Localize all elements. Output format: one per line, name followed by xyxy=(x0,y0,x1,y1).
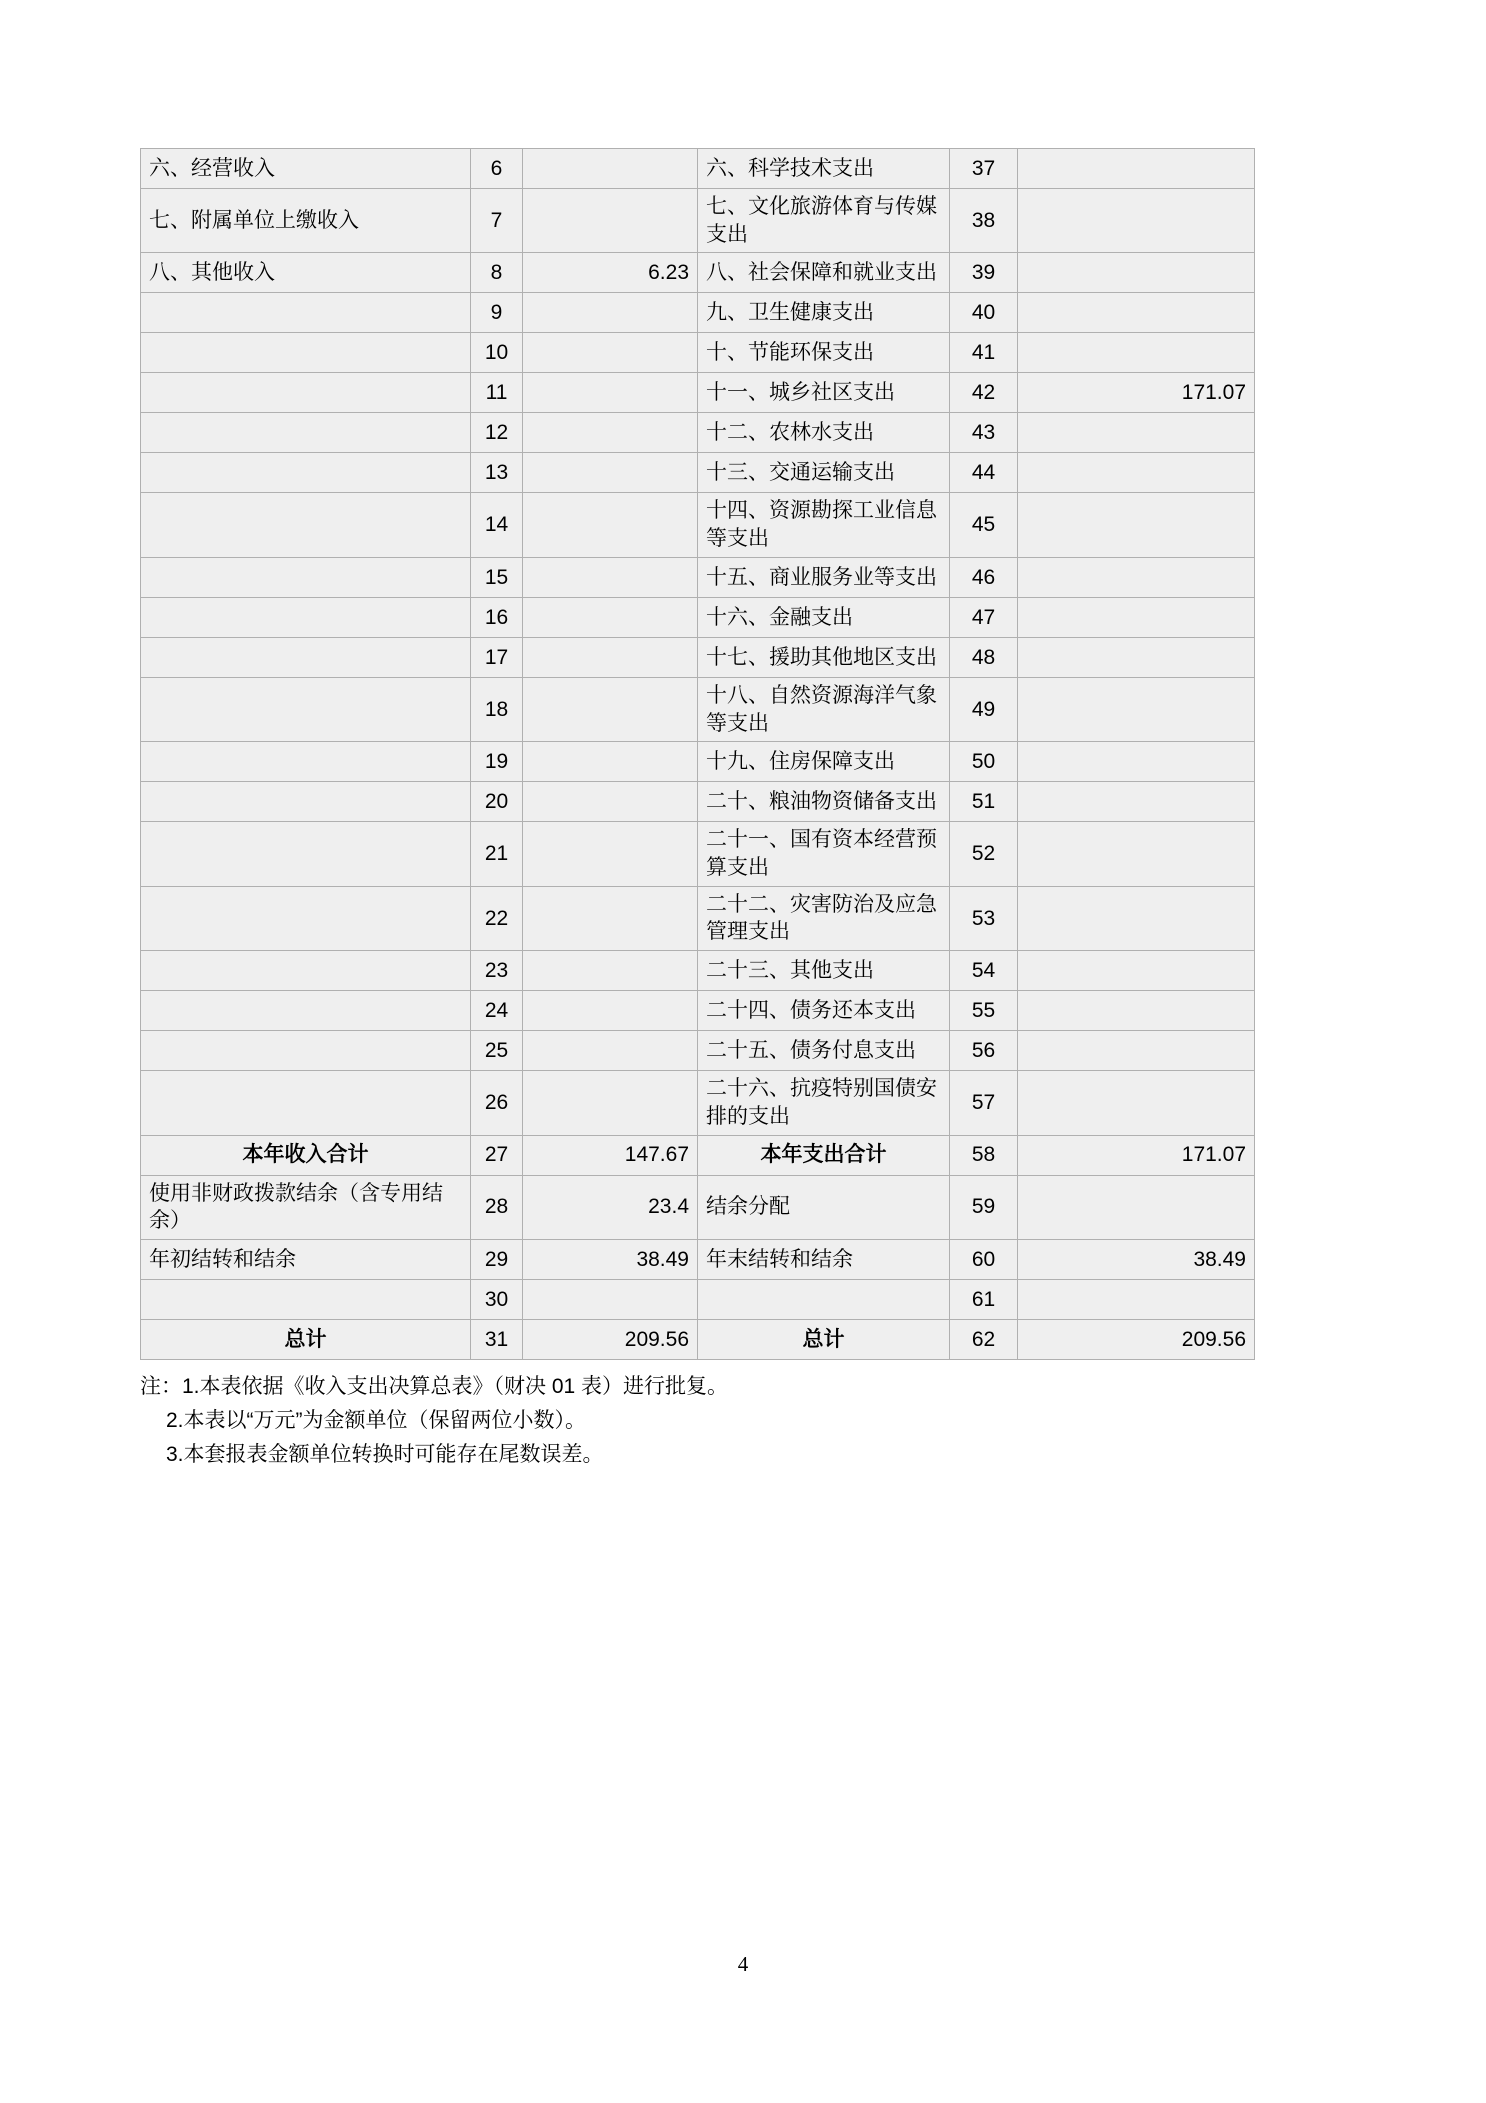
table-row xyxy=(141,293,1255,333)
income-amount-cell: 38.49 xyxy=(523,1240,698,1280)
income-amount-cell xyxy=(523,742,698,782)
expense-amount-cell xyxy=(1018,991,1255,1031)
expense-label-cell: 总计 xyxy=(698,1320,950,1360)
expense-amount-cell xyxy=(1018,557,1255,597)
expense-label-cell: 十五、商业服务业等支出 xyxy=(698,557,950,597)
expense-amount-cell: 209.56 xyxy=(1018,1320,1255,1360)
income-label-cell xyxy=(141,293,471,333)
income-line-cell: 11 xyxy=(471,373,523,413)
expense-line-cell: 48 xyxy=(950,637,1018,677)
income-line-cell: 22 xyxy=(471,886,523,950)
budget-table-body xyxy=(141,149,1255,1360)
expense-label-cell: 二十二、灾害防治及应急管理支出 xyxy=(698,886,950,950)
expense-line-cell: 57 xyxy=(950,1071,1018,1135)
expense-line-cell: 46 xyxy=(950,557,1018,597)
expense-amount-cell xyxy=(1018,293,1255,333)
expense-label-cell: 二十三、其他支出 xyxy=(698,951,950,991)
expense-line-cell: 54 xyxy=(950,951,1018,991)
income-label-cell xyxy=(141,1280,471,1320)
income-line-cell: 18 xyxy=(471,677,523,741)
income-label-cell: 八、其他收入 xyxy=(141,253,471,293)
income-label-cell: 使用非财政拨款结余（含专用结余） xyxy=(141,1175,471,1239)
income-amount-cell xyxy=(523,886,698,950)
expense-amount-cell xyxy=(1018,189,1255,253)
expense-line-cell: 53 xyxy=(950,886,1018,950)
income-label-cell xyxy=(141,951,471,991)
expense-line-cell: 55 xyxy=(950,991,1018,1031)
expense-label-cell: 二十五、债务付息支出 xyxy=(698,1031,950,1071)
expense-line-cell: 58 xyxy=(950,1135,1018,1175)
table-row xyxy=(141,991,1255,1031)
expense-line-cell: 52 xyxy=(950,822,1018,886)
income-line-cell: 9 xyxy=(471,293,523,333)
income-label-cell xyxy=(141,742,471,782)
income-amount-cell xyxy=(523,1071,698,1135)
expense-line-cell: 59 xyxy=(950,1175,1018,1239)
income-amount-cell xyxy=(523,149,698,189)
income-amount-cell xyxy=(523,373,698,413)
expense-line-cell: 41 xyxy=(950,333,1018,373)
income-label-cell xyxy=(141,597,471,637)
income-label-cell xyxy=(141,413,471,453)
income-amount-cell xyxy=(523,991,698,1031)
expense-line-cell: 50 xyxy=(950,742,1018,782)
income-amount-cell xyxy=(523,333,698,373)
expense-line-cell: 40 xyxy=(950,293,1018,333)
income-amount-cell xyxy=(523,637,698,677)
expense-line-cell: 43 xyxy=(950,413,1018,453)
income-amount-cell xyxy=(523,453,698,493)
expense-line-cell: 51 xyxy=(950,782,1018,822)
expense-line-cell: 39 xyxy=(950,253,1018,293)
income-label-cell xyxy=(141,782,471,822)
expense-amount-cell xyxy=(1018,253,1255,293)
note-line-2: 2.本表以“万元”为金额单位（保留两位小数）。 xyxy=(166,1409,586,1433)
income-line-cell: 7 xyxy=(471,189,523,253)
expense-amount-cell xyxy=(1018,782,1255,822)
expense-line-cell: 62 xyxy=(950,1320,1018,1360)
expense-label-cell: 十八、自然资源海洋气象等支出 xyxy=(698,677,950,741)
expense-amount-cell xyxy=(1018,333,1255,373)
expense-label-cell: 十三、交通运输支出 xyxy=(698,453,950,493)
income-label-cell: 本年收入合计 xyxy=(141,1135,471,1175)
expense-line-cell: 47 xyxy=(950,597,1018,637)
expense-label-cell: 十七、援助其他地区支出 xyxy=(698,637,950,677)
table-row-total-year xyxy=(141,1135,1255,1175)
income-amount-cell: 23.4 xyxy=(523,1175,698,1239)
table-row xyxy=(141,493,1255,557)
expense-amount-cell: 171.07 xyxy=(1018,1135,1255,1175)
expense-amount-cell xyxy=(1018,1280,1255,1320)
expense-amount-cell xyxy=(1018,453,1255,493)
expense-label-cell: 十一、城乡社区支出 xyxy=(698,373,950,413)
expense-amount-cell: 171.07 xyxy=(1018,373,1255,413)
income-amount-cell: 209.56 xyxy=(523,1320,698,1360)
table-row xyxy=(141,1240,1255,1280)
income-line-cell: 13 xyxy=(471,453,523,493)
expense-line-cell: 49 xyxy=(950,677,1018,741)
income-line-cell: 27 xyxy=(471,1135,523,1175)
expense-label-cell: 年末结转和结余 xyxy=(698,1240,950,1280)
expense-label-cell: 七、文化旅游体育与传媒支出 xyxy=(698,189,950,253)
table-row xyxy=(141,597,1255,637)
expense-label-cell xyxy=(698,1280,950,1320)
income-amount-cell xyxy=(523,597,698,637)
table-row xyxy=(141,373,1255,413)
table-row xyxy=(141,557,1255,597)
income-label-cell: 年初结转和结余 xyxy=(141,1240,471,1280)
table-row xyxy=(141,742,1255,782)
income-label-cell xyxy=(141,991,471,1031)
expense-amount-cell xyxy=(1018,149,1255,189)
income-label-cell: 七、附属单位上缴收入 xyxy=(141,189,471,253)
income-line-cell: 17 xyxy=(471,637,523,677)
income-label-cell xyxy=(141,822,471,886)
expense-label-cell: 结余分配 xyxy=(698,1175,950,1239)
expense-label-cell: 二十一、国有资本经营预算支出 xyxy=(698,822,950,886)
expense-line-cell: 61 xyxy=(950,1280,1018,1320)
income-label-cell xyxy=(141,493,471,557)
expense-label-cell: 十四、资源勘探工业信息等支出 xyxy=(698,493,950,557)
income-amount-cell xyxy=(523,413,698,453)
table-row xyxy=(141,149,1255,189)
expense-amount-cell xyxy=(1018,886,1255,950)
income-amount-cell xyxy=(523,677,698,741)
expense-line-cell: 44 xyxy=(950,453,1018,493)
income-label-cell xyxy=(141,886,471,950)
table-row xyxy=(141,951,1255,991)
table-row xyxy=(141,453,1255,493)
note-line-1: 注：1.本表依据《收入支出决算总表》（财决 01 表）进行批复。 xyxy=(140,1375,729,1399)
expense-line-cell: 42 xyxy=(950,373,1018,413)
income-label-cell xyxy=(141,1071,471,1135)
income-line-cell: 19 xyxy=(471,742,523,782)
income-line-cell: 30 xyxy=(471,1280,523,1320)
expense-amount-cell xyxy=(1018,1031,1255,1071)
income-label-cell xyxy=(141,677,471,741)
income-label-cell xyxy=(141,637,471,677)
income-line-cell: 28 xyxy=(471,1175,523,1239)
income-label-cell xyxy=(141,1031,471,1071)
expense-label-cell: 二十、粮油物资储备支出 xyxy=(698,782,950,822)
income-label-cell xyxy=(141,453,471,493)
expense-label-cell: 十六、金融支出 xyxy=(698,597,950,637)
expense-label-cell: 十九、住房保障支出 xyxy=(698,742,950,782)
table-row xyxy=(141,677,1255,741)
table-row xyxy=(141,413,1255,453)
expense-label-cell: 二十六、抗疫特别国债安排的支出 xyxy=(698,1071,950,1135)
expense-line-cell: 60 xyxy=(950,1240,1018,1280)
table-row xyxy=(141,1071,1255,1135)
table-row xyxy=(141,189,1255,253)
expense-label-cell: 本年支出合计 xyxy=(698,1135,950,1175)
table-row xyxy=(141,637,1255,677)
income-line-cell: 14 xyxy=(471,493,523,557)
expense-label-cell: 二十四、债务还本支出 xyxy=(698,991,950,1031)
note-line-3: 3.本套报表金额单位转换时可能存在尾数误差。 xyxy=(166,1443,604,1467)
income-line-cell: 25 xyxy=(471,1031,523,1071)
expense-amount-cell: 38.49 xyxy=(1018,1240,1255,1280)
expense-amount-cell xyxy=(1018,1175,1255,1239)
income-label-cell: 总计 xyxy=(141,1320,471,1360)
income-line-cell: 15 xyxy=(471,557,523,597)
expense-amount-cell xyxy=(1018,493,1255,557)
expense-line-cell: 37 xyxy=(950,149,1018,189)
income-label-cell xyxy=(141,333,471,373)
income-label-cell: 六、经营收入 xyxy=(141,149,471,189)
budget-table xyxy=(140,148,1255,1360)
table-row xyxy=(141,886,1255,950)
expense-label-cell: 八、社会保障和就业支出 xyxy=(698,253,950,293)
expense-label-cell: 六、科学技术支出 xyxy=(698,149,950,189)
income-line-cell: 23 xyxy=(471,951,523,991)
table-row xyxy=(141,333,1255,373)
expense-amount-cell xyxy=(1018,822,1255,886)
income-amount-cell xyxy=(523,782,698,822)
income-line-cell: 26 xyxy=(471,1071,523,1135)
expense-line-cell: 45 xyxy=(950,493,1018,557)
income-line-cell: 6 xyxy=(471,149,523,189)
income-amount-cell xyxy=(523,189,698,253)
income-line-cell: 16 xyxy=(471,597,523,637)
table-row xyxy=(141,822,1255,886)
expense-amount-cell xyxy=(1018,742,1255,782)
page-number: 4 xyxy=(737,1952,749,1976)
income-line-cell: 20 xyxy=(471,782,523,822)
expense-amount-cell xyxy=(1018,1071,1255,1135)
income-amount-cell xyxy=(523,951,698,991)
income-amount-cell xyxy=(523,822,698,886)
income-amount-cell xyxy=(523,493,698,557)
income-line-cell: 21 xyxy=(471,822,523,886)
expense-amount-cell xyxy=(1018,637,1255,677)
income-amount-cell: 147.67 xyxy=(523,1135,698,1175)
expense-amount-cell xyxy=(1018,597,1255,637)
expense-amount-cell xyxy=(1018,677,1255,741)
income-line-cell: 12 xyxy=(471,413,523,453)
income-amount-cell xyxy=(523,1280,698,1320)
table-row xyxy=(141,782,1255,822)
expense-label-cell: 十二、农林水支出 xyxy=(698,413,950,453)
table-row-grand-total xyxy=(141,1320,1255,1360)
income-amount-cell xyxy=(523,293,698,333)
income-line-cell: 10 xyxy=(471,333,523,373)
income-line-cell: 8 xyxy=(471,253,523,293)
income-amount-cell: 6.23 xyxy=(523,253,698,293)
income-line-cell: 24 xyxy=(471,991,523,1031)
income-amount-cell xyxy=(523,1031,698,1071)
expense-amount-cell xyxy=(1018,951,1255,991)
expense-label-cell: 九、卫生健康支出 xyxy=(698,293,950,333)
income-label-cell xyxy=(141,373,471,413)
table-notes xyxy=(140,1370,1346,1472)
expense-amount-cell xyxy=(1018,413,1255,453)
income-amount-cell xyxy=(523,557,698,597)
table-row xyxy=(141,1031,1255,1071)
income-label-cell xyxy=(141,557,471,597)
table-row xyxy=(141,1175,1255,1239)
income-line-cell: 31 xyxy=(471,1320,523,1360)
expense-label-cell: 十、节能环保支出 xyxy=(698,333,950,373)
table-row xyxy=(141,1280,1255,1320)
table-row xyxy=(141,253,1255,293)
income-line-cell: 29 xyxy=(471,1240,523,1280)
expense-line-cell: 38 xyxy=(950,189,1018,253)
expense-line-cell: 56 xyxy=(950,1031,1018,1071)
